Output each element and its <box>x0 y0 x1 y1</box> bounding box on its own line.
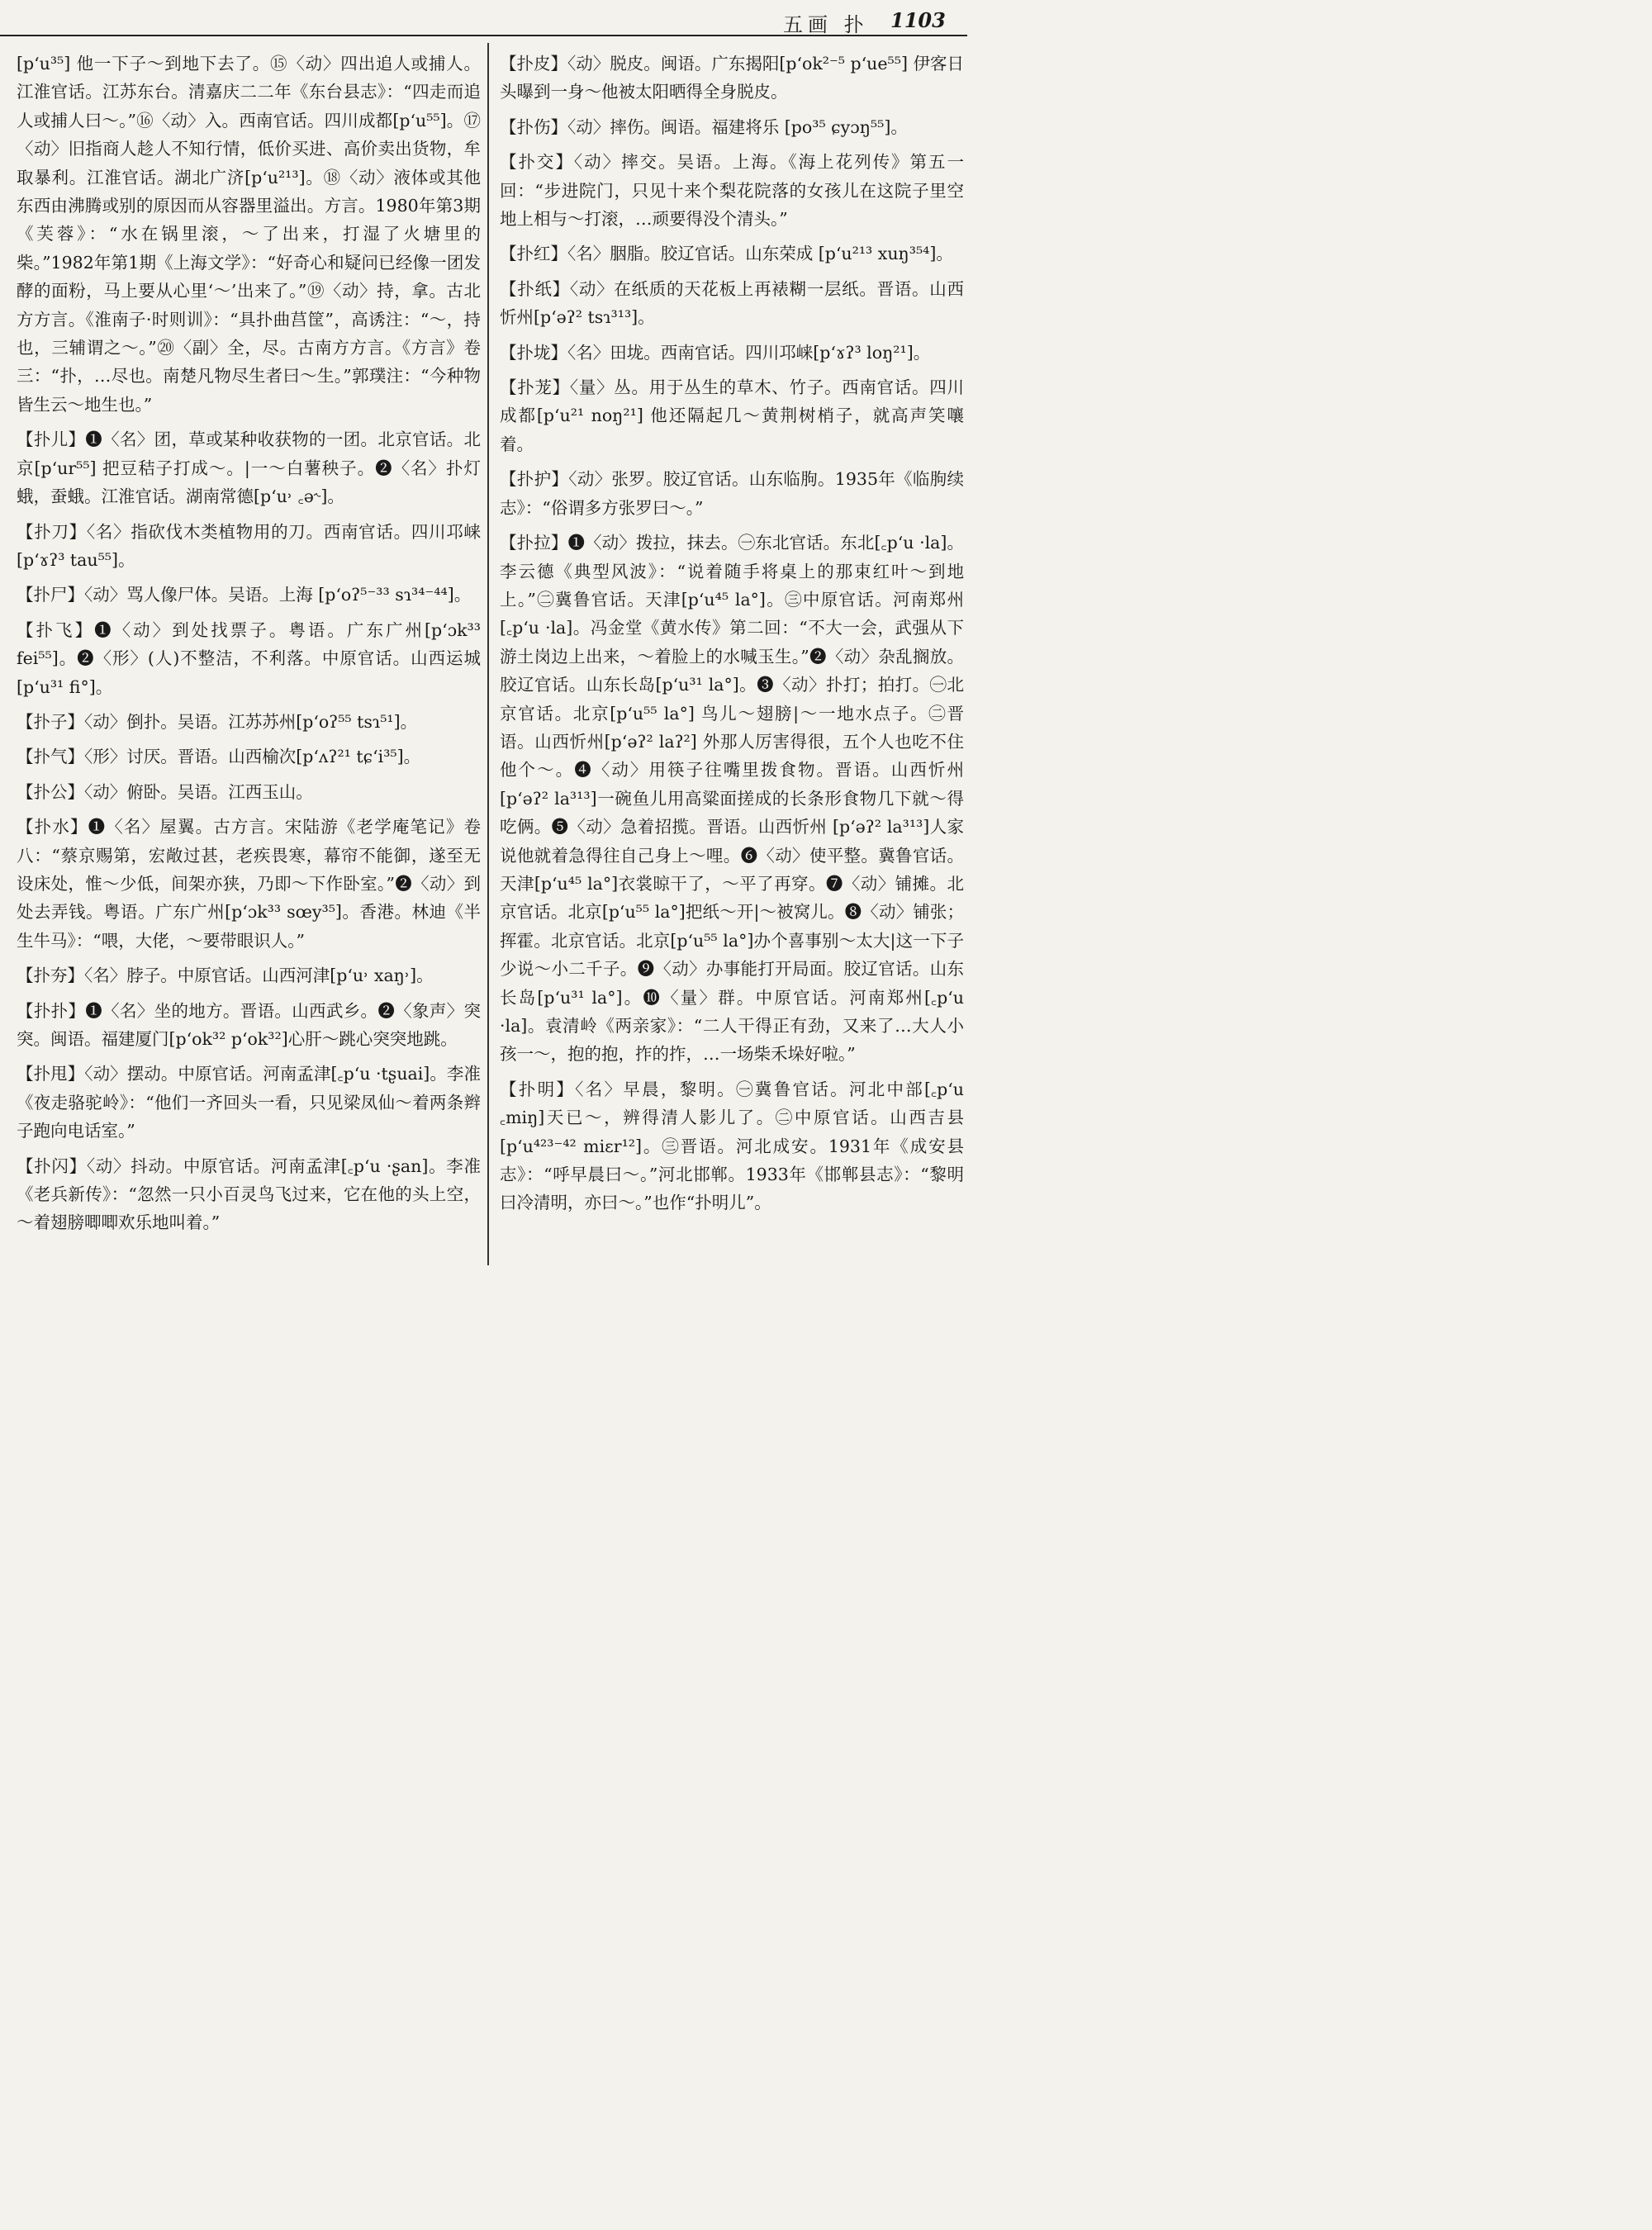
page-header <box>0 0 967 36</box>
entry-pu-zhi: 【扑纸】〈动〉在纸质的天花板上再裱糊一层纸。晋语。山西忻州[pʻəʔ² tsɿ³¹³]。 <box>500 278 964 328</box>
entry-pu-la: 【扑拉】❶〈动〉拨拉，抹去。㊀东北官话。东北[꜀pʻu ·la]。李云德《典型风波》：“说着随手将桌上的那束红叶～到地上。”㊁冀鲁官话。天津[pʻu⁴⁵ la°]。㊂中原官话。河南郑州[꜀pʻu ·la]。冯金堂《黄水传》第二回：“不大一会，武强从下游土岗边上出来，～着脸上的水喊玉生。”❷〈动〉杂乱搁放。胶辽官话。山东长岛[pʻu³¹ la°]。❸〈动〉扑打；拍打。㊀北京官话。北京[pʻu⁵⁵ la°] 鸟儿～翅膀|～一地水点子。㊁晋语。山西忻州[pʻəʔ² laʔ²] 外那人厉害得很，五个人也吃不住他个～。❹〈动〉用筷子往嘴里拨食物。晋语。山西忻州 [pʻəʔ² la³¹³]一碗鱼儿用高粱面搓成的长条形食物几下就～得吃俩。❺〈动〉急着招揽。晋语。山西忻州 [pʻəʔ² la³¹³]人家说他就着急得往自己身上～哩。❻〈动〉使平整。冀鲁官话。天津[pʻu⁴⁵ la°]衣裳晾干了，～平了再穿。❼〈动〉铺摊。北京官话。北京[pʻu⁵⁵ la°]把纸～开|～被窝儿。❽〈动〉铺张；挥霍。北京官话。北京[pʻu⁵⁵ la°]办个喜事别～太大|这一下子少说～小二千子。❾〈动〉办事能打开局面。胶辽官话。山东长岛[pʻu³¹ la°]。❿〈量〉群。中原官话。河南郑州[꜀pʻu ·la]。袁清岭《两亲家》：“二人干得正有劲，又来了…大人小孩一～，抱的抱，拃的拃，…一场柴禾垛好啦。” <box>500 533 964 1065</box>
entry-pu-ming: 【扑明】〈名〉早晨，黎明。㊀冀鲁官话。河北中部[꜀pʻu ꜀miŋ]天已～，辨得清人影儿了。㊁中原官话。山西吉县[pʻu⁴²³⁻⁴² miɛr¹²]。㊂晋语。河北成安。1931年《成安县志》：“呼早晨曰～。”河北邯郸。1933年《邯郸县志》：“黎明曰冷清明，亦曰～。”也作“扑明儿”。 <box>500 1079 964 1213</box>
left-column <box>17 50 481 1244</box>
entry-pu-long: 【扑垅】〈名〉田垅。西南官话。四川邛崃[pʻɤʔ³ loŋ²¹]。 <box>500 342 931 363</box>
entry-pu-shuai: 【扑甩】〈动〉摆动。中原官话。河南孟津[꜀pʻu ·tʂuai]。李准《夜走骆驼岭》：“他们一齐回头一看，只见梁凤仙～着两条辫子跑向电话室。” <box>17 1064 481 1141</box>
column-divider <box>487 43 489 1265</box>
entry-pu-shui: 【扑水】❶〈名〉屋翼。古方言。宋陆游《老学庵笔记》卷八：“蔡京赐第，宏敞过甚，老疾畏寒，幕帘不能御，遂至无设床处，惟～少低，间架亦狭，乃即～下作卧室。”❷〈动〉到处去弄钱。粤语。广东广州[pʻɔk³³ sœy³⁵]。香港。林迪《半生牛马》：“喂，大佬，～要带眼识人。” <box>17 817 481 951</box>
entry-pu-hang: 【扑夯】〈名〉脖子。中原官话。山西河津[pʻu˒ xaŋ˒]。 <box>17 966 434 986</box>
entry-pu-zi: 【扑子】〈动〉倒扑。吴语。江苏苏州[pʻoʔ⁵⁵ tsɿ⁵¹]。 <box>17 711 418 732</box>
section-title: 五画 扑 <box>783 13 869 36</box>
entry-pu-dao: 【扑刀】〈名〉指砍伐木类植物用的刀。西南官话。四川邛崃[pʻɤʔ³ tau⁵⁵]。 <box>17 521 481 570</box>
entry-pu-shan: 【扑闪】〈动〉抖动。中原官话。河南孟津[꜀pʻu ·ʂan]。李准《老兵新传》：“忽然一只小百灵鸟飞过来，它在他的头上空，～着翅膀唧唧欢乐地叫着。” <box>17 1155 481 1233</box>
entry-pu-hong: 【扑红】〈名〉胭脂。胶辽官话。山东荣成 [pʻu²¹³ xuŋ³⁵⁴]。 <box>500 244 953 264</box>
entry-pu-pi: 【扑皮】〈动〉脱皮。闽语。广东揭阳[pʻok²⁻⁵ pʻue⁵⁵] 伊客日头曝到一身～他被太阳晒得全身脱皮。 <box>500 54 964 102</box>
entry-pu-fei: 【扑飞】❶〈动〉到处找票子。粤语。广东广州[pʻɔk³³ fei⁵⁵]。❷〈形〉(人)不整洁，不利落。中原官话。山西运城[pʻu³¹ fi°]。 <box>17 619 481 697</box>
entry-pu-shi: 【扑尸】〈动〉骂人像尸体。吴语。上海 [pʻoʔ⁵⁻³³ sɿ³⁴⁻⁴⁴]。 <box>17 585 472 605</box>
entry-pu-gong: 【扑公】〈动〉俯卧。吴语。江西玉山。 <box>17 781 313 802</box>
entry-pu-long2: 【扑茏】〈量〉丛。用于丛生的草木、竹子。西南官话。四川成都[pʻu²¹ noŋ²¹] 他还隔起几～黄荆树梢子，就高声笑嚷着。 <box>500 377 964 454</box>
entry-pu-er: 【扑儿】❶〈名〉团，草或某种收获物的一团。北京官话。北京[pʻur⁵⁵] 把豆秸子打成～。|一～白薯秧子。❷〈名〉扑灯蛾，蚕蛾。江淮官话。湖南常德[pʻu˒ ꜀ə˞]。 <box>17 429 481 507</box>
entry-pu-shang: 【扑伤】〈动〉摔伤。闽语。福建将乐 [po³⁵ ɕyɔŋ⁵⁵]。 <box>500 116 908 137</box>
entry-pu-pu: 【扑扑】❶〈名〉坐的地方。晋语。山西武乡。❷〈象声〉突突。闽语。福建厦门[pʻok³² pʻok³²]心肝～跳心突突地跳。 <box>17 1000 481 1049</box>
entry-pu-hu: 【扑护】〈动〉张罗。胶辽官话。山东临朐。1935年《临朐续志》：“俗谓多方张罗曰～。” <box>500 469 964 518</box>
page-number: 1103 <box>890 8 946 32</box>
entry-continuation: [pʻu³⁵] 他一下子～到地下去了。⑮〈动〉四出追人或捕人。江淮官话。江苏东台。清嘉庆二二年《东台县志》：“四走而追人或捕人曰～。”⑯〈动〉入。西南官话。四川成都[pʻu⁵⁵]。⑰〈动〉旧指商人趁人不知行情，低价买进、高价卖出货物，牟取暴利。江淮官话。湖北广济[pʻu²¹³]。⑱〈动〉液体或其他东西由沸腾或别的原因而从容器里溢出。方言。1980年第3期《芙蓉》：“水在锅里滚，～了出来，打湿了火塘里的柴。”1982年第1期《上海文学》：“好奇心和疑问已经像一团发酵的面粉，马上要从心里‘～’出来了。”⑲〈动〉持，拿。古北方方言。《淮南子·时则训》：“具扑曲莒筐”，高诱注：“～，持也，三辅谓之～。”⑳〈副〉全，尽。古南方方言。《方言》卷三：“扑，…尽也。南楚凡物尽生者曰～生。”郭璞注：“今种物皆生云～地生也。” <box>17 54 481 415</box>
entry-pu-qi: 【扑气】〈形〉讨厌。晋语。山西榆次[pʻʌʔ²¹ tɕʻi³⁵]。 <box>17 747 421 767</box>
entry-pu-jiao: 【扑交】〈动〉摔交。吴语。上海。《海上花列传》第五一回：“步进院门，只见十来个梨花院落的女孩儿在这院子里空地上相与～打滚，…顽要得没个清头。” <box>500 152 964 230</box>
right-column <box>500 50 964 1224</box>
